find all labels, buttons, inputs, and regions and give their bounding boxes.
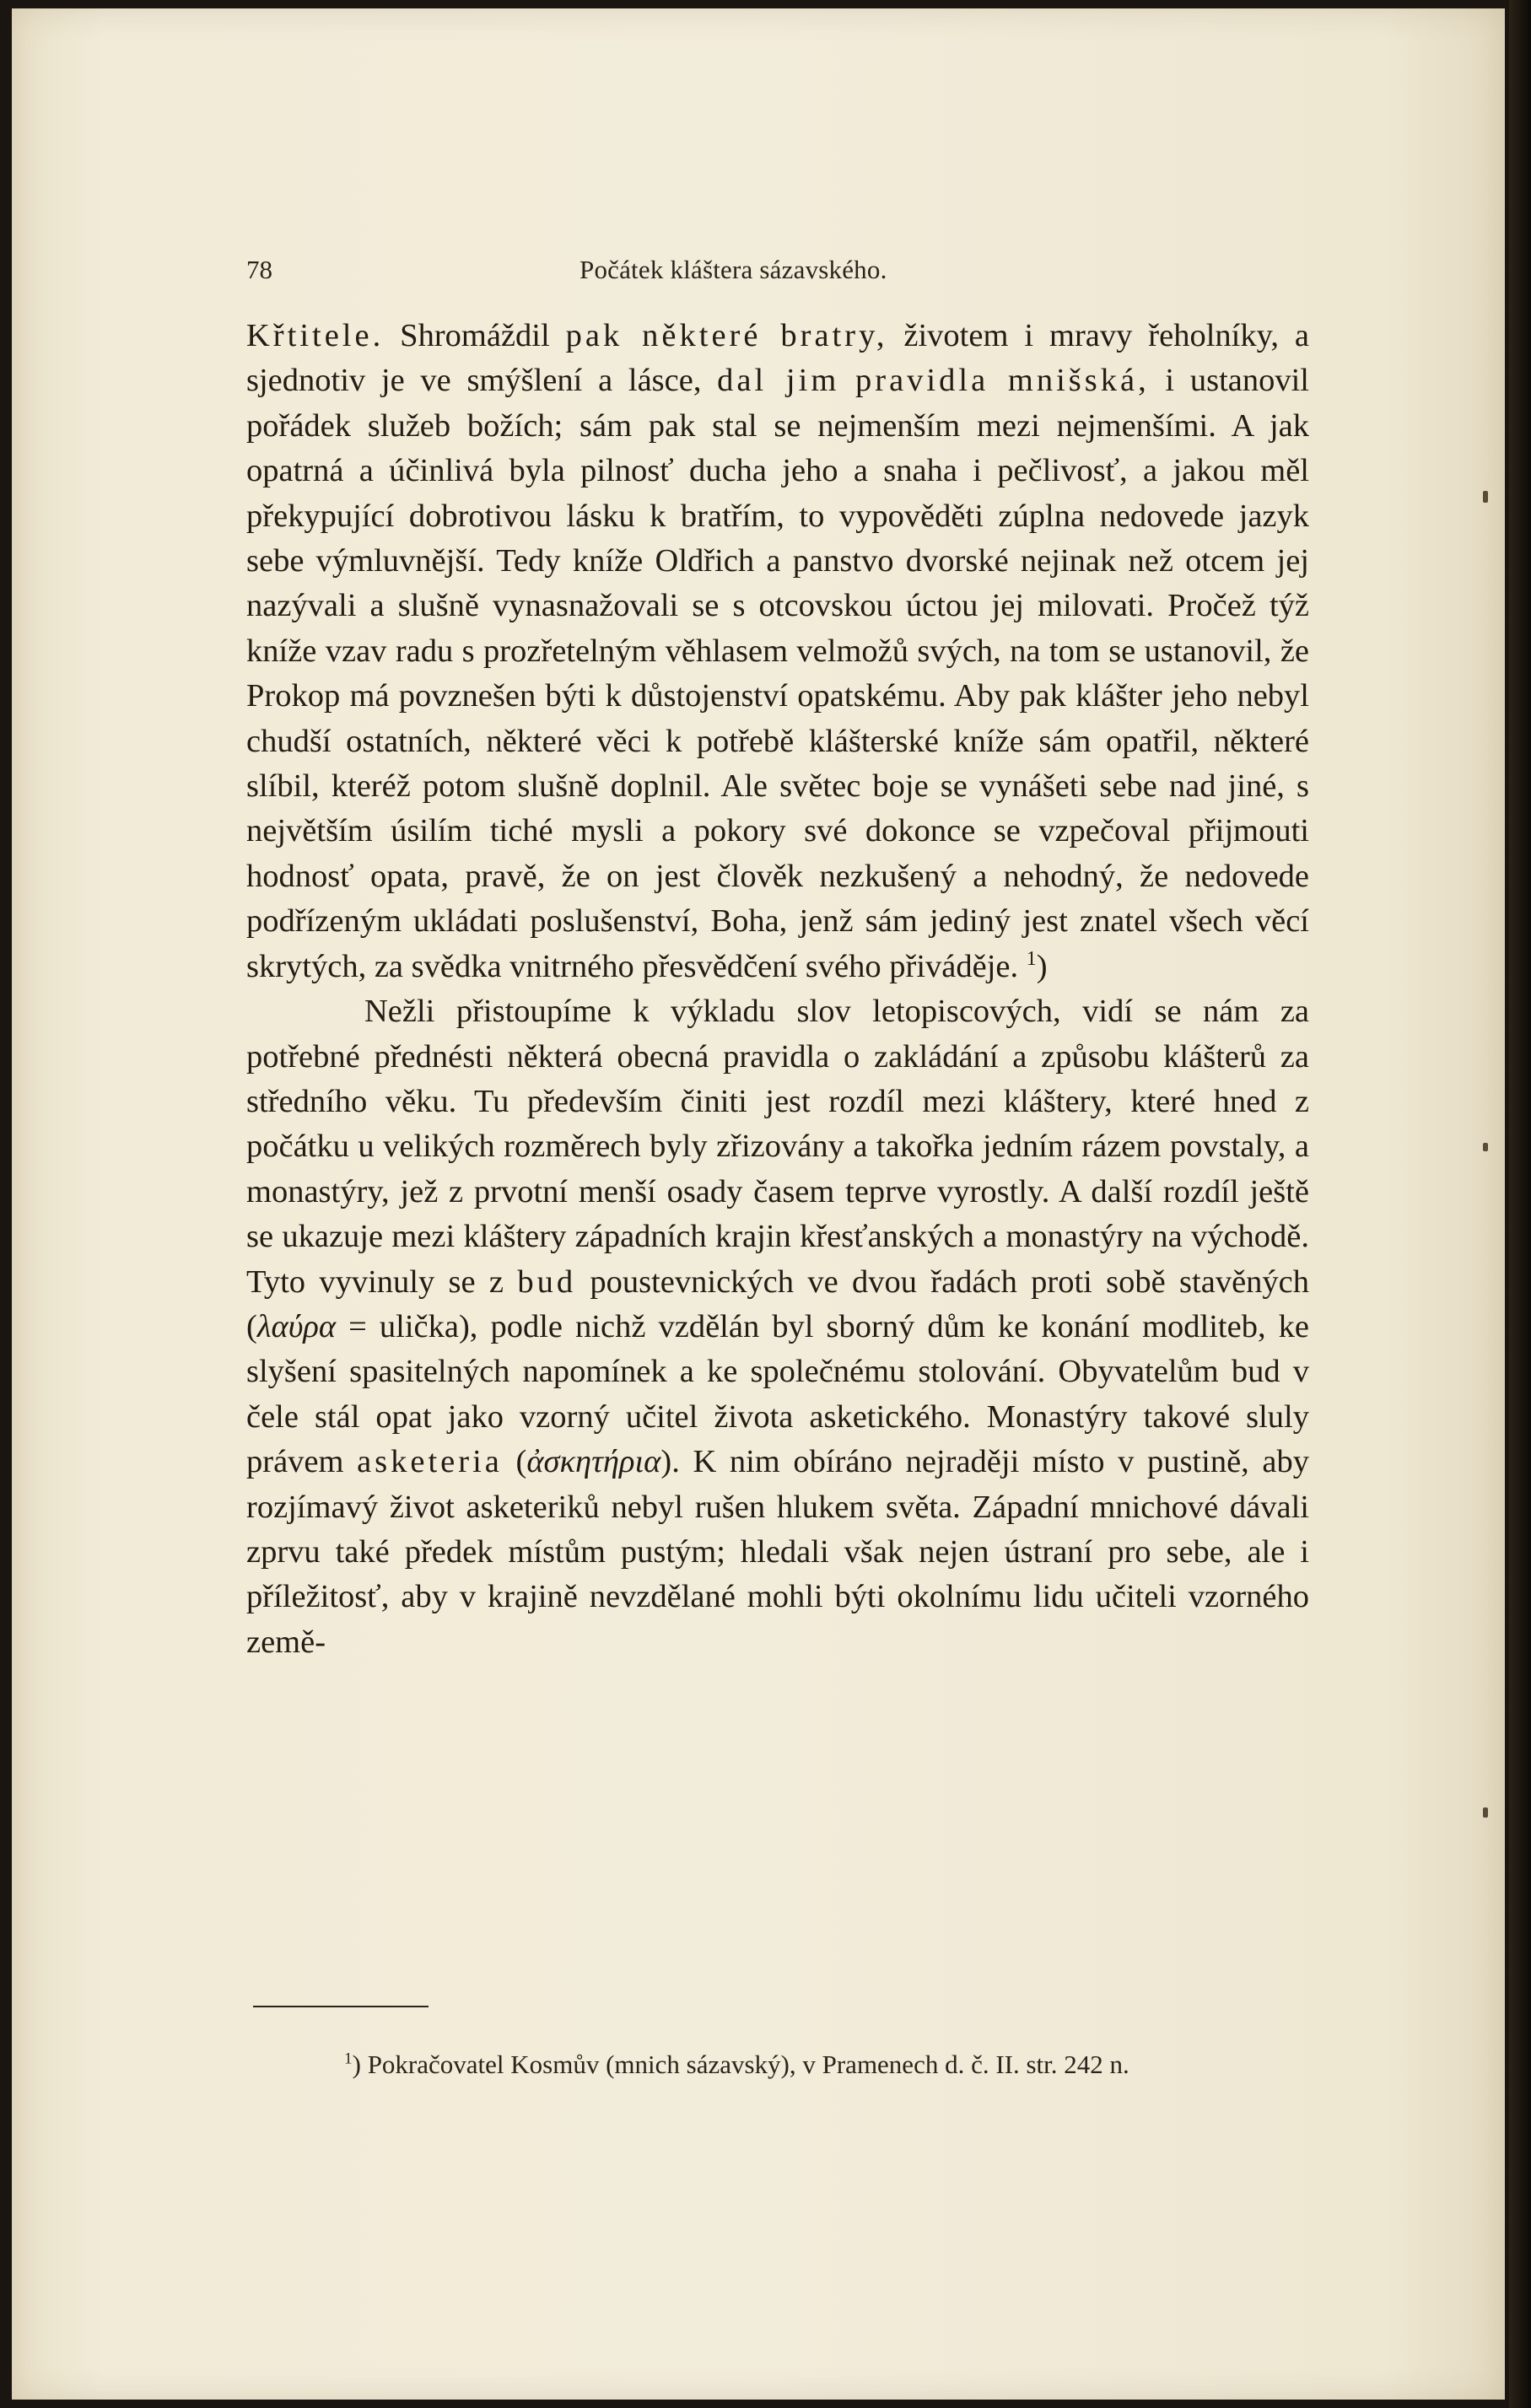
book-binding-edge (1509, 0, 1531, 2408)
footnote-marker: 1 (344, 2050, 353, 2068)
text-run: = ulička), podle nichž vzdělán byl sborný dům ke konání modliteb, ke slyšení spasitelných napomínek a ke společnému stolování. Obyvatelům bud v čele stál opat jako vzorný učitel života asketického. Monastýry takové sluly právem (246, 1308, 1309, 1480)
emphasis-text: pravidla mnišská, (855, 363, 1150, 399)
running-header (246, 255, 1309, 288)
greek-term: ἀσκητήρια (526, 1444, 661, 1480)
margin-speck (1483, 491, 1488, 503)
emphasis-text: asketeria (357, 1444, 503, 1480)
paragraph (246, 989, 1309, 1665)
running-title: Počátek kláštera sázavského. (580, 255, 887, 284)
text-run: Shromáždil (384, 318, 566, 353)
footnote-marker-paren: ) (352, 2050, 361, 2079)
footnote (344, 2048, 1314, 2082)
text-run: poustevnických ve dvou řadách proti sobě stavěných ( (246, 1263, 1310, 1344)
paragraph (246, 314, 1309, 989)
page-number: 78 (246, 255, 272, 284)
footnote-reference[interactable]: 1 (1026, 947, 1037, 970)
body-text (246, 314, 1309, 1665)
footnote-divider (253, 2006, 429, 2007)
emphasis-text: dal jim (717, 363, 840, 399)
text-run: životem i mravy řeholníky, a sjednotiv je ve smýšlení a lásce, (246, 318, 1310, 399)
text-run: ) (1036, 948, 1048, 984)
text-run: ( (502, 1444, 527, 1480)
footnote-text: Pokračovatel Kosmův (mnich sázavský), v Pramenech d. č. II. str. 242 n. (360, 2050, 1129, 2079)
text-run: Nežli přistoupíme k výkladu slov letopiscových, vidí se nám za potřebné přednésti některá obecná pravidla o zakládání a způsobu klášterů za středního věku. Tu především činiti jest rozdíl mezi kláštery, které hned z počátku u velikých rozměrech byly zřizovány a takořka jedním rázem povstaly, a monastýry, jež z prvotní menší osady časem teprve vyrostly. A další rozdíl ještě se ukazuje mezi kláštery západních krajin křesťanských a monastýry na východě. Tyto vyvinuly se z (246, 994, 1309, 1300)
text-run: i ustanovil pořádek služeb božích; sám pak stal se nejmenším mezi nejmenšími. A jak opatrná a účinlivá byla pilnosť ducha jeho a snaha i pečlivosť, a jakou měl překypující dobrotivou lásku k bratřím, to vypověděti zúplna nedovede jazyk sebe výmluvnější. Tedy kníže Oldřich a panstvo dvorské nejinak než otcem jej nazývali a slušně vynasnažovali se s otcovskou úctou jej milovati. Pročež týž kníže vzav radu s prozřetelným věhlasem velmožů svých, na tom se ustanovil, že Prokop má povznešen býti k důstojenství opatskému. Aby pak klášter jeho nebyl chudší ostatních, některé věci k potřebě klášterské kníže sám opatřil, některé slíbil, kteréž potom slušně doplnil. Ale světec boje se vynášeti sebe nad jiné, s největším úsilím tiché mysli a pokory své dokonce se vzpečoval přijmouti hodnosť opata, pravě, že on jest člověk nezkušený a nehodný, že nedovede podřízeným ukládati poslušenství, Boha, jenž sám jediný jest znatel všech věcí skrytých, za svědka vnitrného přesvědčení svého přiváděje. (246, 363, 1310, 984)
text-run: ). K nim obíráno nejraději místo v pustině, aby rozjímavý život asketeriků nebyl rušen hlukem světa. Západní mnichové dávali zprvu také předek místům pustým; hledali však nejen ústraní pro sebe, ale i příležitosť, aby v krajině nevzdělané mohli býti okolnímu lidu učiteli vzorného země- (246, 1444, 1309, 1660)
greek-term: λαύρα (256, 1308, 337, 1344)
margin-speck (1483, 1807, 1488, 1818)
margin-speck (1483, 1143, 1488, 1151)
emphasis-text: Křtitele. (246, 318, 385, 353)
emphasis-text: pak některé bratry, (565, 318, 888, 353)
emphasis-text: bud (517, 1263, 577, 1300)
text-run (839, 363, 855, 398)
